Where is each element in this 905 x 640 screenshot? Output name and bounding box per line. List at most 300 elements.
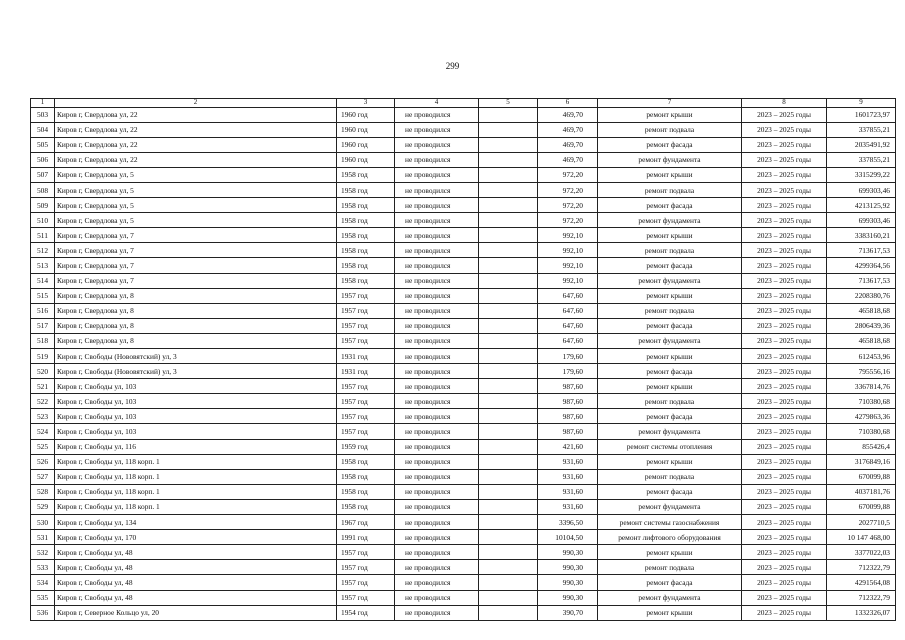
cell-cost: 4037181,76 [827, 484, 896, 499]
table-row [31, 484, 896, 499]
cell-cost: 670099,88 [827, 499, 896, 514]
cell-col-5 [479, 107, 538, 122]
cell-area: 990,30 [538, 575, 598, 590]
cell-row-number: 516 [31, 303, 55, 318]
cell-col-5 [479, 198, 538, 213]
cell-work-type: ремонт фундамента [598, 273, 742, 288]
table-row [31, 167, 896, 182]
cell-last-repair: не проводился [395, 530, 479, 545]
cell-col-5 [479, 530, 538, 545]
cell-area: 931,60 [538, 469, 598, 484]
cell-row-number: 532 [31, 545, 55, 560]
cell-last-repair: не проводился [395, 364, 479, 379]
cell-build-year: 1991 год [337, 530, 395, 545]
cell-build-year: 1967 год [337, 515, 395, 530]
cell-last-repair: не проводился [395, 515, 479, 530]
cell-last-repair: не проводился [395, 333, 479, 348]
cell-area: 990,30 [538, 545, 598, 560]
table-row [31, 288, 896, 303]
cell-cost: 4213125,92 [827, 198, 896, 213]
cell-build-year: 1958 год [337, 258, 395, 273]
cell-work-type: ремонт лифтового оборудования [598, 530, 742, 545]
cell-build-year: 1931 год [337, 364, 395, 379]
table-row [31, 258, 896, 273]
cell-row-number: 517 [31, 318, 55, 333]
cell-cost: 3367814,76 [827, 379, 896, 394]
cell-period: 2023 – 2025 годы [742, 439, 827, 454]
cell-last-repair: не проводился [395, 409, 479, 424]
table-row [31, 545, 896, 560]
cell-work-type: ремонт крыши [598, 379, 742, 394]
cell-col-5 [479, 243, 538, 258]
cell-build-year: 1957 год [337, 424, 395, 439]
cell-build-year: 1960 год [337, 137, 395, 152]
cell-area: 987,60 [538, 394, 598, 409]
cell-col-5 [479, 364, 538, 379]
cell-build-year: 1957 год [337, 379, 395, 394]
cell-area: 972,20 [538, 198, 598, 213]
cell-last-repair: не проводился [395, 349, 479, 364]
cell-build-year: 1957 год [337, 303, 395, 318]
cell-period: 2023 – 2025 годы [742, 364, 827, 379]
cell-work-type: ремонт крыши [598, 167, 742, 182]
cell-work-type: ремонт системы отопления [598, 439, 742, 454]
table-row [31, 122, 896, 137]
cell-row-number: 518 [31, 333, 55, 348]
cell-row-number: 521 [31, 379, 55, 394]
cell-last-repair: не проводился [395, 318, 479, 333]
cell-row-number: 529 [31, 499, 55, 514]
cell-area: 990,30 [538, 590, 598, 605]
cell-work-type: ремонт фасада [598, 198, 742, 213]
cell-work-type: ремонт фасада [598, 318, 742, 333]
cell-work-type: ремонт крыши [598, 228, 742, 243]
cell-last-repair: не проводился [395, 182, 479, 197]
cell-row-number: 511 [31, 228, 55, 243]
cell-build-year: 1958 год [337, 182, 395, 197]
cell-area: 992,10 [538, 258, 598, 273]
cell-col-5 [479, 122, 538, 137]
cell-work-type: ремонт подвала [598, 182, 742, 197]
cell-col-5 [479, 288, 538, 303]
cell-last-repair: не проводился [395, 424, 479, 439]
cell-last-repair: не проводился [395, 273, 479, 288]
cell-last-repair: не проводился [395, 303, 479, 318]
cell-col-5 [479, 499, 538, 514]
cell-work-type: ремонт крыши [598, 107, 742, 122]
cell-col-5 [479, 575, 538, 590]
cell-work-type: ремонт подвала [598, 243, 742, 258]
cell-address: Киров г, Свердлова ул, 5 [55, 198, 337, 213]
cell-address: Киров г, Свободы ул, 103 [55, 394, 337, 409]
cell-cost: 10 147 468,00 [827, 530, 896, 545]
cell-period: 2023 – 2025 годы [742, 318, 827, 333]
cell-address: Киров г, Свободы (Нововятский) ул, 3 [55, 364, 337, 379]
cell-build-year: 1957 год [337, 409, 395, 424]
cell-cost: 670099,88 [827, 469, 896, 484]
page-number: 299 [445, 61, 460, 71]
cell-work-type: ремонт крыши [598, 545, 742, 560]
cell-last-repair: не проводился [395, 258, 479, 273]
cell-last-repair: не проводился [395, 137, 479, 152]
cell-last-repair: не проводился [395, 545, 479, 560]
cell-last-repair: не проводился [395, 288, 479, 303]
column-header: 9 [827, 99, 896, 108]
column-header: 5 [479, 99, 538, 108]
table-header-row [31, 99, 896, 108]
cell-build-year: 1958 год [337, 228, 395, 243]
cell-last-repair: не проводился [395, 152, 479, 167]
table-row [31, 333, 896, 348]
cell-col-5 [479, 469, 538, 484]
cell-work-type: ремонт подвала [598, 560, 742, 575]
cell-cost: 4279863,36 [827, 409, 896, 424]
cell-col-5 [479, 515, 538, 530]
cell-cost: 465818,68 [827, 303, 896, 318]
cell-period: 2023 – 2025 годы [742, 545, 827, 560]
cell-address: Киров г, Свердлова ул, 8 [55, 333, 337, 348]
table-row [31, 515, 896, 530]
cell-row-number: 531 [31, 530, 55, 545]
cell-area: 987,60 [538, 424, 598, 439]
cell-cost: 2035491,92 [827, 137, 896, 152]
cell-cost: 1601723,97 [827, 107, 896, 122]
cell-col-5 [479, 318, 538, 333]
cell-work-type: ремонт фундамента [598, 590, 742, 605]
cell-cost: 2027710,5 [827, 515, 896, 530]
cell-work-type: ремонт подвала [598, 394, 742, 409]
cell-last-repair: не проводился [395, 575, 479, 590]
cell-build-year: 1931 год [337, 349, 395, 364]
cell-build-year: 1957 год [337, 575, 395, 590]
cell-build-year: 1958 год [337, 454, 395, 469]
cell-area: 931,60 [538, 484, 598, 499]
cell-row-number: 533 [31, 560, 55, 575]
cell-address: Киров г, Свердлова ул, 5 [55, 182, 337, 197]
cell-last-repair: не проводился [395, 590, 479, 605]
cell-row-number: 530 [31, 515, 55, 530]
cell-address: Киров г, Северное Кольцо ул, 20 [55, 605, 337, 620]
cell-col-5 [479, 590, 538, 605]
table-row [31, 349, 896, 364]
cell-period: 2023 – 2025 годы [742, 469, 827, 484]
cell-area: 179,60 [538, 349, 598, 364]
cell-build-year: 1958 год [337, 198, 395, 213]
cell-last-repair: не проводился [395, 167, 479, 182]
cell-last-repair: не проводился [395, 484, 479, 499]
cell-build-year: 1958 год [337, 167, 395, 182]
cell-col-5 [479, 228, 538, 243]
cell-period: 2023 – 2025 годы [742, 424, 827, 439]
cell-col-5 [479, 545, 538, 560]
cell-row-number: 522 [31, 394, 55, 409]
cell-address: Киров г, Свободы ул, 48 [55, 575, 337, 590]
cell-row-number: 506 [31, 152, 55, 167]
cell-row-number: 508 [31, 182, 55, 197]
cell-col-5 [479, 258, 538, 273]
column-header: 1 [31, 99, 55, 108]
cell-address: Киров г, Свободы ул, 118 корп. 1 [55, 469, 337, 484]
cell-work-type: ремонт крыши [598, 605, 742, 620]
cell-period: 2023 – 2025 годы [742, 258, 827, 273]
cell-area: 987,60 [538, 379, 598, 394]
cell-area: 647,60 [538, 318, 598, 333]
cell-work-type: ремонт фасада [598, 575, 742, 590]
cell-area: 992,10 [538, 228, 598, 243]
cell-address: Киров г, Свердлова ул, 5 [55, 213, 337, 228]
cell-area: 647,60 [538, 288, 598, 303]
cell-area: 931,60 [538, 499, 598, 514]
cell-cost: 795556,16 [827, 364, 896, 379]
table-row [31, 590, 896, 605]
cell-cost: 3176849,16 [827, 454, 896, 469]
cell-address: Киров г, Свердлова ул, 7 [55, 228, 337, 243]
cell-last-repair: не проводился [395, 379, 479, 394]
cell-col-5 [479, 303, 538, 318]
cell-row-number: 505 [31, 137, 55, 152]
cell-row-number: 526 [31, 454, 55, 469]
cell-address: Киров г, Свободы ул, 118 корп. 1 [55, 499, 337, 514]
cell-work-type: ремонт подвала [598, 303, 742, 318]
cell-address: Киров г, Свердлова ул, 8 [55, 303, 337, 318]
column-header: 8 [742, 99, 827, 108]
cell-col-5 [479, 273, 538, 288]
cell-build-year: 1958 год [337, 499, 395, 514]
cell-cost: 855426,4 [827, 439, 896, 454]
cell-row-number: 534 [31, 575, 55, 590]
cell-address: Киров г, Свободы ул, 170 [55, 530, 337, 545]
cell-address: Киров г, Свободы ул, 48 [55, 560, 337, 575]
cell-work-type: ремонт фасада [598, 364, 742, 379]
cell-row-number: 527 [31, 469, 55, 484]
cell-work-type: ремонт крыши [598, 454, 742, 469]
cell-work-type: ремонт фасада [598, 137, 742, 152]
cell-period: 2023 – 2025 годы [742, 379, 827, 394]
cell-cost: 3377022,03 [827, 545, 896, 560]
cell-period: 2023 – 2025 годы [742, 107, 827, 122]
cell-period: 2023 – 2025 годы [742, 590, 827, 605]
cell-col-5 [479, 439, 538, 454]
cell-col-5 [479, 213, 538, 228]
cell-address: Киров г, Свободы ул, 116 [55, 439, 337, 454]
cell-work-type: ремонт фундамента [598, 424, 742, 439]
cell-cost: 1332326,07 [827, 605, 896, 620]
cell-last-repair: не проводился [395, 560, 479, 575]
cell-address: Киров г, Свободы ул, 134 [55, 515, 337, 530]
cell-address: Киров г, Свердлова ул, 22 [55, 137, 337, 152]
cell-col-5 [479, 167, 538, 182]
cell-build-year: 1960 год [337, 122, 395, 137]
table-row [31, 152, 896, 167]
cell-build-year: 1958 год [337, 484, 395, 499]
cell-address: Киров г, Свердлова ул, 22 [55, 122, 337, 137]
cell-period: 2023 – 2025 годы [742, 137, 827, 152]
cell-col-5 [479, 379, 538, 394]
cell-period: 2023 – 2025 годы [742, 182, 827, 197]
table-row [31, 182, 896, 197]
cell-build-year: 1957 год [337, 560, 395, 575]
table-row [31, 499, 896, 514]
cell-period: 2023 – 2025 годы [742, 198, 827, 213]
cell-build-year: 1957 год [337, 288, 395, 303]
cell-col-5 [479, 484, 538, 499]
column-header: 7 [598, 99, 742, 108]
cell-address: Киров г, Свердлова ул, 7 [55, 258, 337, 273]
column-header: 3 [337, 99, 395, 108]
cell-area: 987,60 [538, 409, 598, 424]
cell-last-repair: не проводился [395, 469, 479, 484]
cell-last-repair: не проводился [395, 228, 479, 243]
cell-cost: 699303,46 [827, 182, 896, 197]
cell-address: Киров г, Свободы ул, 103 [55, 379, 337, 394]
cell-last-repair: не проводился [395, 107, 479, 122]
cell-build-year: 1960 год [337, 107, 395, 122]
cell-area: 469,70 [538, 152, 598, 167]
table-row [31, 454, 896, 469]
cell-cost: 2806439,36 [827, 318, 896, 333]
cell-cost: 699303,46 [827, 213, 896, 228]
cell-col-5 [479, 560, 538, 575]
cell-work-type: ремонт системы газоснабжения [598, 515, 742, 530]
cell-row-number: 515 [31, 288, 55, 303]
cell-build-year: 1957 год [337, 394, 395, 409]
cell-build-year: 1957 год [337, 318, 395, 333]
cell-period: 2023 – 2025 годы [742, 303, 827, 318]
cell-work-type: ремонт фундамента [598, 152, 742, 167]
cell-work-type: ремонт крыши [598, 349, 742, 364]
cell-last-repair: не проводился [395, 243, 479, 258]
cell-row-number: 514 [31, 273, 55, 288]
cell-cost: 4291564,08 [827, 575, 896, 590]
cell-cost: 3315299,22 [827, 167, 896, 182]
cell-row-number: 504 [31, 122, 55, 137]
cell-cost: 710380,68 [827, 424, 896, 439]
table-row [31, 575, 896, 590]
cell-work-type: ремонт фасада [598, 409, 742, 424]
cell-col-5 [479, 605, 538, 620]
cell-last-repair: не проводился [395, 122, 479, 137]
cell-area: 931,60 [538, 454, 598, 469]
cell-area: 421,60 [538, 439, 598, 454]
cell-address: Киров г, Свободы ул, 118 корп. 1 [55, 454, 337, 469]
cell-build-year: 1957 год [337, 590, 395, 605]
cell-last-repair: не проводился [395, 439, 479, 454]
cell-last-repair: не проводился [395, 394, 479, 409]
table-row [31, 424, 896, 439]
table-row [31, 228, 896, 243]
cell-cost: 3383160,21 [827, 228, 896, 243]
cell-col-5 [479, 152, 538, 167]
table-row [31, 364, 896, 379]
table-row [31, 409, 896, 424]
cell-address: Киров г, Свободы ул, 48 [55, 545, 337, 560]
cell-period: 2023 – 2025 годы [742, 122, 827, 137]
cell-cost: 712322,79 [827, 590, 896, 605]
cell-col-5 [479, 454, 538, 469]
cell-build-year: 1960 год [337, 152, 395, 167]
cell-row-number: 535 [31, 590, 55, 605]
cell-last-repair: не проводился [395, 605, 479, 620]
cell-work-type: ремонт подвала [598, 122, 742, 137]
cell-build-year: 1958 год [337, 243, 395, 258]
table-row [31, 107, 896, 122]
cell-period: 2023 – 2025 годы [742, 454, 827, 469]
cell-period: 2023 – 2025 годы [742, 575, 827, 590]
cell-address: Киров г, Свердлова ул, 8 [55, 288, 337, 303]
cell-period: 2023 – 2025 годы [742, 273, 827, 288]
cell-area: 179,60 [538, 364, 598, 379]
cell-address: Киров г, Свободы ул, 103 [55, 424, 337, 439]
cell-cost: 337855,21 [827, 152, 896, 167]
cell-area: 469,70 [538, 137, 598, 152]
table-row [31, 198, 896, 213]
cell-period: 2023 – 2025 годы [742, 288, 827, 303]
column-header: 2 [55, 99, 337, 108]
cell-period: 2023 – 2025 годы [742, 484, 827, 499]
cell-cost: 710380,68 [827, 394, 896, 409]
cell-row-number: 525 [31, 439, 55, 454]
column-header: 6 [538, 99, 598, 108]
cell-row-number: 519 [31, 349, 55, 364]
cell-area: 972,20 [538, 182, 598, 197]
cell-period: 2023 – 2025 годы [742, 605, 827, 620]
cell-cost: 712322,79 [827, 560, 896, 575]
cell-area: 390,70 [538, 605, 598, 620]
cell-col-5 [479, 409, 538, 424]
cell-row-number: 524 [31, 424, 55, 439]
cell-last-repair: не проводился [395, 213, 479, 228]
cell-area: 972,20 [538, 213, 598, 228]
cell-address: Киров г, Свердлова ул, 22 [55, 152, 337, 167]
cell-period: 2023 – 2025 годы [742, 409, 827, 424]
cell-col-5 [479, 333, 538, 348]
cell-area: 647,60 [538, 333, 598, 348]
cell-address: Киров г, Свободы ул, 118 корп. 1 [55, 484, 337, 499]
cell-cost: 337855,21 [827, 122, 896, 137]
cell-period: 2023 – 2025 годы [742, 394, 827, 409]
cell-area: 10104,50 [538, 530, 598, 545]
table-row [31, 379, 896, 394]
table-row [31, 213, 896, 228]
cell-last-repair: не проводился [395, 198, 479, 213]
cell-period: 2023 – 2025 годы [742, 515, 827, 530]
cell-work-type: ремонт подвала [598, 469, 742, 484]
cell-period: 2023 – 2025 годы [742, 213, 827, 228]
cell-row-number: 523 [31, 409, 55, 424]
cell-work-type: ремонт крыши [598, 288, 742, 303]
cell-address: Киров г, Свердлова ул, 7 [55, 273, 337, 288]
cell-build-year: 1954 год [337, 605, 395, 620]
cell-build-year: 1958 год [337, 213, 395, 228]
cell-period: 2023 – 2025 годы [742, 530, 827, 545]
cell-row-number: 503 [31, 107, 55, 122]
table-row [31, 137, 896, 152]
cell-address: Киров г, Свердлова ул, 8 [55, 318, 337, 333]
cell-address: Киров г, Свердлова ул, 5 [55, 167, 337, 182]
table-row [31, 394, 896, 409]
cell-col-5 [479, 349, 538, 364]
table-row [31, 530, 896, 545]
cell-col-5 [479, 137, 538, 152]
cell-row-number: 512 [31, 243, 55, 258]
cell-col-5 [479, 394, 538, 409]
cell-area: 647,60 [538, 303, 598, 318]
column-header: 4 [395, 99, 479, 108]
cell-build-year: 1957 год [337, 545, 395, 560]
cell-period: 2023 – 2025 годы [742, 333, 827, 348]
cell-period: 2023 – 2025 годы [742, 243, 827, 258]
cell-build-year: 1958 год [337, 273, 395, 288]
